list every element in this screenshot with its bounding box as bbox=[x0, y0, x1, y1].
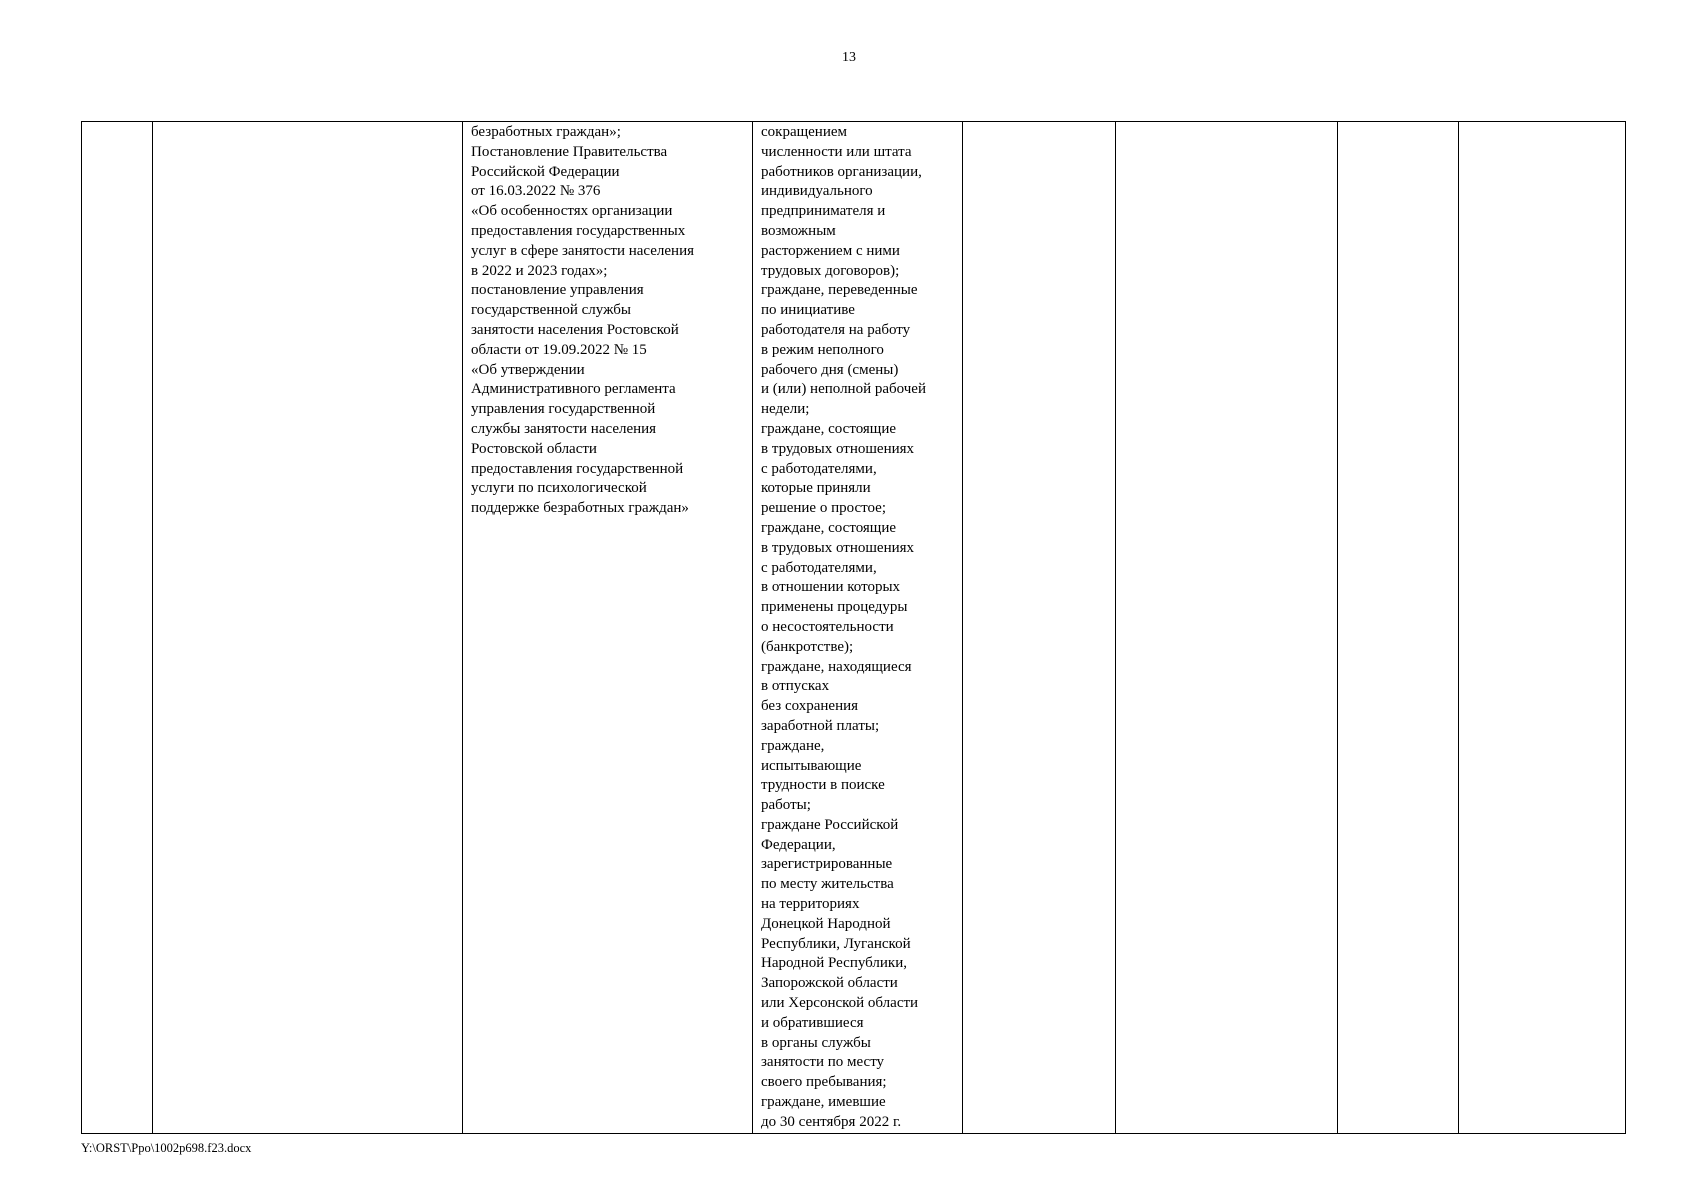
recipients-text bbox=[753, 122, 962, 1133]
text-line: граждане, состоящие bbox=[761, 519, 897, 536]
text-line: «Об утверждении bbox=[471, 361, 585, 378]
text-line: заработной платы; bbox=[761, 717, 880, 734]
text-line: службы занятости населения bbox=[471, 420, 657, 437]
text-line: трудности в поиске bbox=[761, 777, 885, 794]
table-cell-col2 bbox=[153, 122, 463, 1134]
text-line: и обратившиеся bbox=[761, 1014, 864, 1031]
text-line: индивидуального bbox=[761, 183, 873, 200]
text-line: постановление управления bbox=[471, 282, 644, 299]
text-line: с работодателями, bbox=[761, 460, 877, 477]
text-line: численности или штата bbox=[761, 143, 912, 160]
text-line: на территориях bbox=[761, 896, 860, 913]
text-line: граждане, bbox=[761, 737, 825, 754]
text-line: до 30 сентября 2022 г. bbox=[761, 1113, 902, 1130]
text-line: в 2022 и 2023 годах»; bbox=[471, 262, 608, 279]
text-line: Федерации, bbox=[761, 836, 836, 853]
text-line: государственной службы bbox=[471, 302, 631, 319]
text-line: занятости по месту bbox=[761, 1054, 885, 1071]
text-line: работы; bbox=[761, 797, 811, 814]
text-line: применены процедуры bbox=[761, 599, 908, 616]
text-line: поддержке безработных граждан» bbox=[471, 500, 689, 517]
text-line: расторжением с ними bbox=[761, 242, 900, 259]
text-line: Постановление Правительства bbox=[471, 143, 668, 160]
table-cell-col1 bbox=[82, 122, 153, 1134]
text-line: предоставления государственных bbox=[471, 222, 686, 239]
table-cell-recipients bbox=[753, 122, 963, 1134]
text-line: которые приняли bbox=[761, 480, 871, 497]
text-line: зарегистрированные bbox=[761, 856, 893, 873]
table-cell-col5 bbox=[963, 122, 1116, 1134]
text-line: своего пребывания; bbox=[761, 1074, 887, 1091]
table-row bbox=[82, 122, 1626, 1134]
text-line: Ростовской области bbox=[471, 440, 597, 457]
text-line: управления государственной bbox=[471, 401, 656, 418]
text-line: граждане, имевшие bbox=[761, 1094, 886, 1111]
text-line: области от 19.09.2022 № 15 bbox=[471, 341, 647, 358]
text-line: решение о простое; bbox=[761, 500, 887, 517]
text-line: Донецкой Народной bbox=[761, 915, 891, 932]
text-line: работодателя на работу bbox=[761, 321, 911, 338]
text-line: в трудовых отношениях bbox=[761, 539, 915, 556]
text-line: работников организации, bbox=[761, 163, 922, 180]
page-number: 13 bbox=[842, 50, 856, 65]
text-line: в органы службы bbox=[761, 1034, 871, 1051]
table-cell-col7 bbox=[1338, 122, 1459, 1134]
document-table bbox=[81, 121, 1626, 1134]
text-line: без сохранения bbox=[761, 698, 859, 715]
text-line: Запорожской области bbox=[761, 975, 898, 992]
text-line: или Херсонской области bbox=[761, 995, 919, 1012]
text-line: Российской Федерации bbox=[471, 163, 620, 180]
text-line: в отношении которых bbox=[761, 579, 901, 596]
text-line: (банкротстве); bbox=[761, 638, 854, 655]
text-line: по месту жительства bbox=[761, 876, 894, 893]
table-cell-col6 bbox=[1116, 122, 1338, 1134]
text-line: о несостоятельности bbox=[761, 618, 894, 635]
text-line: Административного регламента bbox=[471, 381, 676, 398]
table-cell-legal-basis bbox=[463, 122, 753, 1134]
text-line: «Об особенностях организации bbox=[471, 203, 673, 220]
text-line: недели; bbox=[761, 401, 810, 418]
text-line: испытывающие bbox=[761, 757, 862, 774]
text-line: граждане, состоящие bbox=[761, 420, 897, 437]
text-line: в трудовых отношениях bbox=[761, 440, 915, 457]
text-line: трудовых договоров); bbox=[761, 262, 900, 279]
text-line: возможным bbox=[761, 222, 836, 239]
text-line: Народной Республики, bbox=[761, 955, 907, 972]
text-line: граждане Российской bbox=[761, 816, 899, 833]
text-line: предпринимателя и bbox=[761, 203, 886, 220]
text-line: граждане, находящиеся bbox=[761, 658, 912, 675]
text-line: от 16.03.2022 № 376 bbox=[471, 183, 601, 200]
text-line: занятости населения Ростовской bbox=[471, 321, 679, 338]
text-line: в отпусках bbox=[761, 678, 830, 695]
text-line: услуг в сфере занятости населения bbox=[471, 242, 695, 259]
text-line: сокращением bbox=[761, 124, 848, 140]
text-line: безработных граждан»; bbox=[471, 124, 621, 140]
footer-file-path: Y:\ORST\Ppo\1002p698.f23.docx bbox=[81, 1141, 252, 1155]
table-cell-col8 bbox=[1459, 122, 1626, 1134]
text-line: граждане, переведенные bbox=[761, 282, 918, 299]
text-line: в режим неполного bbox=[761, 341, 884, 358]
legal-basis-text bbox=[463, 122, 752, 519]
text-line: услуги по психологической bbox=[471, 480, 647, 497]
text-line: предоставления государственной bbox=[471, 460, 684, 477]
text-line: рабочего дня (смены) bbox=[761, 361, 899, 378]
text-line: с работодателями, bbox=[761, 559, 877, 576]
text-line: Республики, Луганской bbox=[761, 935, 911, 952]
text-line: по инициативе bbox=[761, 302, 855, 319]
text-line: и (или) неполной рабочей bbox=[761, 381, 926, 398]
